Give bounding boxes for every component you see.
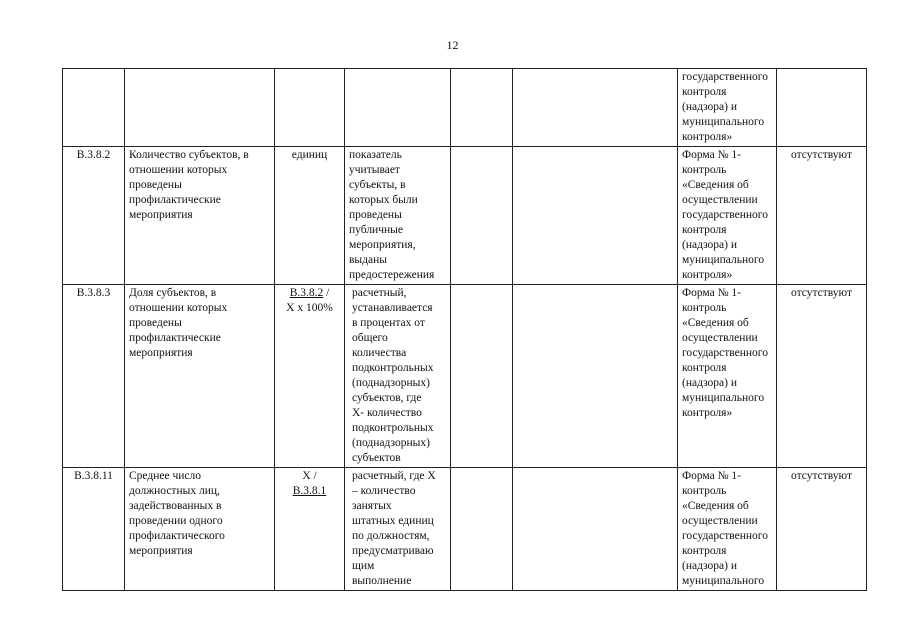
status-cell: отсутствуют <box>777 468 867 591</box>
source-line: контроля <box>682 362 727 374</box>
source-line: контроля <box>682 86 727 98</box>
status-cell: отсутствуют <box>777 285 867 468</box>
source-line: «Сведения об <box>682 179 749 191</box>
name-line: Среднее число <box>129 470 201 482</box>
source-line: Форма № 1- <box>682 287 742 299</box>
source-line: осуществлении <box>682 515 758 527</box>
name-line: мероприятия <box>129 545 193 557</box>
empty-cell <box>451 285 513 468</box>
source-line: контроль <box>682 302 727 314</box>
method-line: количества <box>352 347 407 359</box>
status-cell: отсутствуют <box>777 147 867 285</box>
method-line: выполнение <box>352 575 412 587</box>
table-row <box>63 69 867 147</box>
source-cell <box>678 69 777 147</box>
name-cell <box>125 285 275 468</box>
method-line: устанавливается <box>352 302 433 314</box>
name-cell <box>125 69 275 147</box>
empty-cell <box>513 69 678 147</box>
source-line: муниципального <box>682 392 765 404</box>
method-line: занятых <box>352 500 392 512</box>
method-line: предостережения <box>349 269 435 281</box>
empty-cell <box>451 468 513 591</box>
unit-cell <box>275 468 345 591</box>
source-line: (надзора) и <box>682 560 738 572</box>
source-line: контроля <box>682 224 727 236</box>
method-line: (поднадзорных) <box>352 437 430 449</box>
table-row <box>63 147 867 285</box>
source-cell <box>678 147 777 285</box>
empty-cell <box>451 69 513 147</box>
indicator-ref-link[interactable]: В.3.8.2 <box>289 287 324 299</box>
method-line: мероприятия, <box>349 239 416 251</box>
name-line: Количество субъектов, в <box>129 149 249 161</box>
source-line: контроля <box>682 545 727 557</box>
name-line: проведении одного <box>129 515 223 527</box>
indicator-table <box>62 68 867 591</box>
method-line: в процентах от <box>352 317 425 329</box>
name-line: должностных лиц, <box>129 485 220 497</box>
method-line: учитывает <box>349 164 400 176</box>
empty-cell <box>513 147 678 285</box>
code-cell <box>63 69 125 147</box>
empty-cell <box>451 147 513 285</box>
source-line: контроля» <box>682 407 733 419</box>
name-line: проведены <box>129 179 182 191</box>
source-line: муниципального <box>682 254 765 266</box>
method-cell <box>345 69 451 147</box>
method-line: предусматриваю <box>352 545 434 557</box>
source-line: государственного <box>682 530 768 542</box>
code-cell: В.3.8.2 <box>63 147 125 285</box>
name-line: мероприятия <box>129 209 193 221</box>
source-line: контроль <box>682 164 727 176</box>
method-line: (поднадзорных) <box>352 377 430 389</box>
source-line: (надзора) и <box>682 377 738 389</box>
indicator-ref-link[interactable]: В.3.8.1 <box>292 485 327 497</box>
source-line: «Сведения об <box>682 500 749 512</box>
method-line: выданы <box>349 254 387 266</box>
name-line: профилактические <box>129 194 221 206</box>
name-line: Доля субъектов, в <box>129 287 217 299</box>
method-line: общего <box>352 332 388 344</box>
source-line: контроля» <box>682 269 733 281</box>
method-line: расчетный, где Х <box>352 470 436 482</box>
unit-cell <box>275 69 345 147</box>
source-line: Форма № 1- <box>682 470 742 482</box>
name-cell <box>125 468 275 591</box>
unit-formula-line: X х 100% <box>286 302 333 314</box>
name-line: отношении которых <box>129 302 228 314</box>
method-line: проведены <box>349 209 402 221</box>
name-line: мероприятия <box>129 347 193 359</box>
code-cell: В.3.8.11 <box>63 468 125 591</box>
source-line: государственного <box>682 347 768 359</box>
name-line: проведены <box>129 317 182 329</box>
method-line: – количество <box>352 485 416 497</box>
name-line: профилактического <box>129 530 225 542</box>
source-line: (надзора) и <box>682 239 738 251</box>
source-line: контроля» <box>682 131 733 143</box>
method-line: субъекты, в <box>349 179 406 191</box>
method-line: публичные <box>349 224 403 236</box>
source-cell <box>678 468 777 591</box>
method-line: по должностям, <box>352 530 430 542</box>
table-row <box>63 468 867 591</box>
unit-cell: единиц <box>275 147 345 285</box>
source-line: (надзора) и <box>682 101 738 113</box>
source-line: осуществлении <box>682 194 758 206</box>
method-line: расчетный, <box>352 287 407 299</box>
method-line: Х- количество <box>352 407 422 419</box>
method-line: которых были <box>349 194 418 206</box>
source-line: муниципального <box>682 116 765 128</box>
unit-formula-line: Х / <box>302 470 317 482</box>
source-line: контроль <box>682 485 727 497</box>
source-line: Форма № 1- <box>682 149 742 161</box>
method-line: щим <box>352 560 375 572</box>
source-line: государственного <box>682 209 768 221</box>
empty-cell <box>513 285 678 468</box>
source-cell <box>678 285 777 468</box>
unit-cell <box>275 285 345 468</box>
method-cell <box>345 468 451 591</box>
source-line: «Сведения об <box>682 317 749 329</box>
status-cell <box>777 69 867 147</box>
method-line: штатных единиц <box>352 515 434 527</box>
source-line: осуществлении <box>682 332 758 344</box>
name-line: профилактические <box>129 332 221 344</box>
page-number: 12 <box>446 38 459 52</box>
empty-cell <box>513 468 678 591</box>
name-line: отношении которых <box>129 164 228 176</box>
method-cell <box>345 285 451 468</box>
method-cell <box>345 147 451 285</box>
method-line: субъектов, где <box>352 392 422 404</box>
unit-formula-part: / <box>323 287 330 299</box>
name-line: задействованных в <box>129 500 222 512</box>
method-line: показатель <box>349 149 402 161</box>
source-line: государственного <box>682 71 768 83</box>
method-line: подконтрольных <box>352 422 434 434</box>
source-line: муниципального <box>682 575 765 587</box>
code-cell: В.3.8.3 <box>63 285 125 468</box>
method-line: подконтрольных <box>352 362 434 374</box>
name-cell <box>125 147 275 285</box>
method-line: субъектов <box>352 452 401 464</box>
table-row <box>63 285 867 468</box>
unit-formula-line <box>279 286 340 301</box>
